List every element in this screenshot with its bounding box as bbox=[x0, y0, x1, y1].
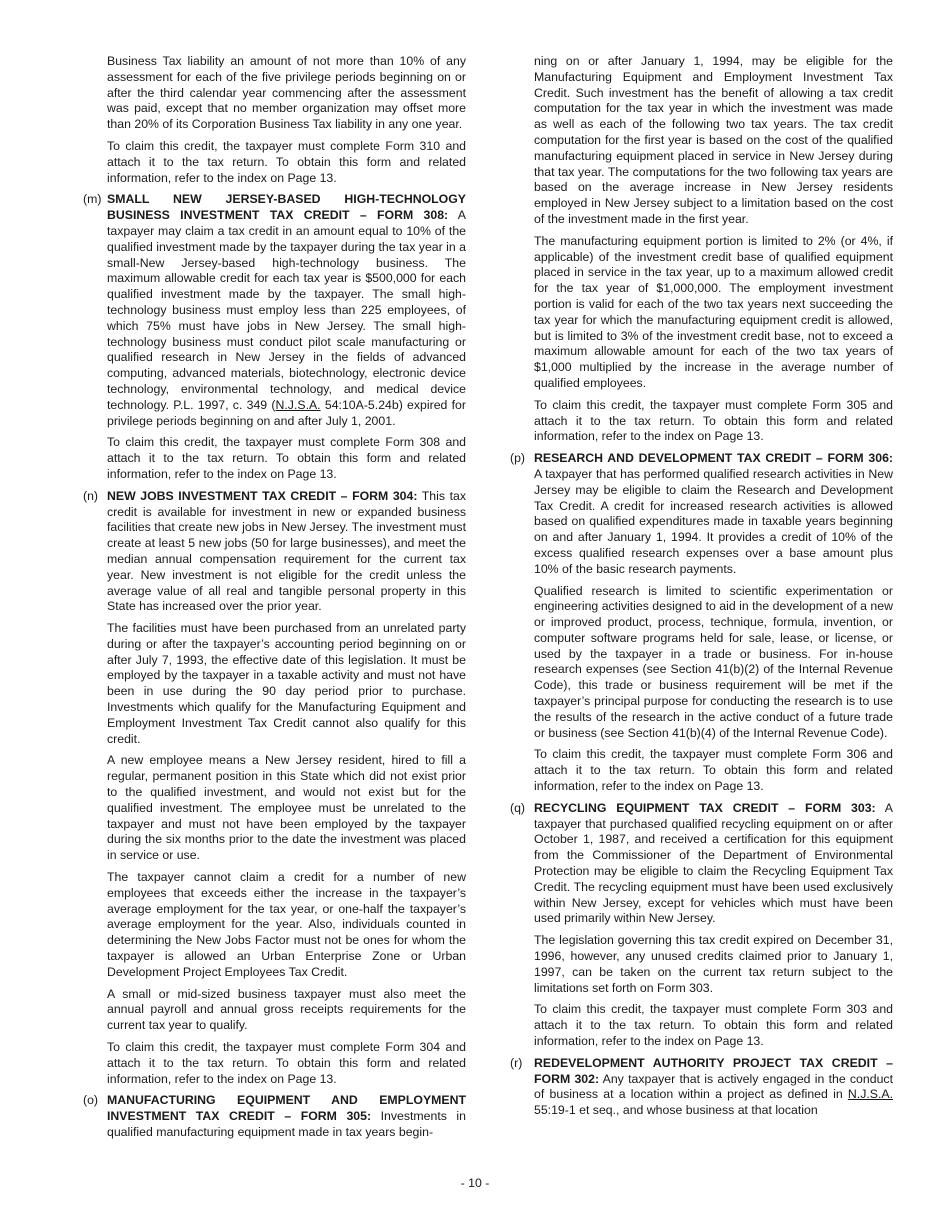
item-marker: (p) bbox=[510, 451, 526, 466]
item-marker: (m) bbox=[83, 192, 102, 207]
paragraph: Business Tax liability an amount of not more than 10% of any assessment for each of the five privilege periods beginning on or after the third calendar year commencing after the assessment was paid, except that no member organization may offset more than 20% of its Corporation Business Tax liability in any one year. bbox=[107, 54, 466, 132]
item-marker: (o) bbox=[83, 1093, 99, 1108]
paragraph: A new employee means a New Jersey resident, hired to fill a regular, permanent position in this State which did not exist prior to the qualified investment, and would not exist but for the qualified investment. The employee must be unrelated to the taxpayer and must not have been employed by the taxpayer during the six months prior to the date the investment was placed in service or use. bbox=[107, 753, 466, 863]
paragraph: ning on or after January 1, 1994, may be eligible for the Manufacturing Equipment and Employment Investment Tax Credit. Such investment has the benefit of allowing a tax credit computation for the tax year in which the investment was made as well as each of the following two tax years. The tax credit computation for the first year is based on the cost of the qualified manufacturing equipment placed in service in New Jersey during that tax year. The computations for the two following tax years are based on the average increase in New Jersey residents employed in New Jersey subject to a limitation based on the cost of the investment made in the first year. bbox=[534, 54, 893, 226]
paragraph bbox=[83, 192, 467, 429]
paragraph: To claim this credit, the taxpayer must complete Form 303 and attach it to the tax return. To obtain this form and related information, refer to the index on Page 13. bbox=[534, 1002, 893, 1049]
paragraph: To claim this credit, the taxpayer must complete Form 308 and attach it to the tax return. To obtain this form and related information, refer to the index on Page 13. bbox=[107, 435, 466, 481]
item-heading: MANUFACTURING EQUIPMENT AND EMPLOYMENT INVESTMENT TAX CREDIT – FORM 305: bbox=[107, 1093, 466, 1124]
item-body: Investments in qualified manufacturing equipment made in tax years begin- bbox=[107, 1109, 467, 1139]
item-body: This tax credit is available for investment in new or expanded business facilities that create new jobs in New Jersey. The investment must create at least 5 new jobs (50 for large businesses), and meet the median annual compensation requirement for the current tax year. New investment is not eligible for the credit unless the average value of all real and tangible personal property in this State has increased over the prior year. bbox=[107, 488, 466, 614]
item-body: A taxpayer may claim a tax credit in an amount equal to 10% of the qualified investment made by the taxpayer during the tax year in a small-New Jersey-based high-technology business. The maximum allowable credit for each tax year is $500,000 for each qualified investment made by the taxpayer. The small high-technology business must employ less than 225 employees, of which 75% must have jobs in New Jersey. The small high-technology business must conduct pilot scale manufacturing or qualified research in New Jersey in the fields of advanced computing, advanced materials, biotechnology, electronic device technology, environmental technology, and medical device technology. P.L. 1997, c. 349 ( bbox=[107, 208, 467, 412]
paragraph: To claim this credit, the taxpayer must complete Form 310 and attach it to the tax return. To obtain this form and related information, refer to the index on Page 13. bbox=[107, 138, 466, 185]
left-column bbox=[83, 54, 467, 1147]
paragraph bbox=[83, 1093, 467, 1140]
item-marker: (r) bbox=[510, 1055, 523, 1070]
item-marker: (q) bbox=[510, 800, 526, 815]
right-column bbox=[510, 54, 893, 1125]
item-marker: (n) bbox=[83, 488, 99, 503]
item-r bbox=[510, 1055, 893, 1119]
paragraph: The facilities must have been purchased from an unrelated party during or after the taxpayer’s accounting period beginning on or after July 7, 1993, the effective date of this legislation. It must be employed by the taxpayer in a taxable activity and must not have been in use during the 90 day period prior to purchase. Investments which qualify for the Manufacturing Equipment and Employment Investment Tax Credit cannot also qualify for this credit. bbox=[107, 621, 466, 746]
item-heading: RECYCLING EQUIPMENT TAX CREDIT – FORM 303: bbox=[534, 800, 876, 815]
page-number: - 10 - bbox=[460, 1176, 490, 1190]
paragraph: A small or mid-sized business taxpayer must also meet the annual payroll and annual gross receipts requirements for the current tax year to qualify. bbox=[107, 986, 466, 1033]
item-m bbox=[83, 192, 467, 482]
item-heading: SMALL NEW JERSEY-BASED HIGH-TECHNOLOGY BUSINESS INVESTMENT TAX CREDIT – FORM 308: bbox=[107, 192, 466, 223]
item-heading: NEW JOBS INVESTMENT TAX CREDIT – FORM 304: bbox=[107, 488, 418, 503]
paragraph: To claim this credit, the taxpayer must complete Form 305 and attach it to the tax return. To obtain this form and related information, refer to the index on Page 13. bbox=[534, 397, 893, 444]
item-body: 55:19-1 et seq., and whose business at that location bbox=[534, 1103, 818, 1118]
item-heading: RESEARCH AND DEVELOPMENT TAX CREDIT – FORM 306: bbox=[534, 451, 893, 466]
paragraph: Qualified research is limited to scientific experimentation or engineering activities designed to aid in the development of a new or improved product, process, technique, formula, invention, or computer software programs held for sale, lease, or license, or used by the taxpayer in a trade or business. For in-house research expenses (see Section 41(b)(2) of the Internal Revenue Code), this trade or business requirement will be met if the taxpayer’s principal purpose for conducting the research is to use the results of the research in the active conduct of a future trade or business (see Section 41(b)(4) of the Internal Revenue Code). bbox=[534, 583, 893, 740]
item-body: A taxpayer that purchased qualified recycling equipment on or after October 1, 1987, and received a certification for this equipment from the Commissioner of the Department of Environmental Protection may be eligible to claim the Recycling Equipment Tax Credit. The recycling equipment must have been used exclusively within New Jersey, except for vehicles which must have been used primarily within New Jersey. bbox=[534, 800, 893, 926]
item-p bbox=[510, 451, 893, 795]
item-q bbox=[510, 800, 893, 1050]
statute-reference: N.J.S.A. bbox=[275, 397, 321, 412]
paragraph bbox=[510, 800, 893, 927]
item-body: 54:10A-5.24b) expired for privilege periods beginning on and after July 1, 2001. bbox=[107, 397, 466, 428]
statute-reference: N.J.S.A. bbox=[847, 1087, 893, 1102]
item-body: A taxpayer that has performed qualified research activities in New Jersey may be eligible to claim the Research and Development Tax Credit. A credit for increased research activities is allowed based on qualified expenditures made in taxable years beginning on and after January 1, 1994. It provides a credit of 10% of the excess qualified research expenses over a base amount plus 10% of the basic research payments. bbox=[534, 466, 893, 576]
paragraph bbox=[83, 488, 466, 615]
paragraph: The taxpayer cannot claim a credit for a number of new employees that exceeds either the increase in the taxpayer’s average employment for the tax year, or one-half the taxpayer’s average employment for the year. Also, individuals counted in determining the New Jobs Factor must not be ones for whom the taxpayer is allowed an Urban Enterprise Zone or Urban Development Project Employees Tax Credit. bbox=[107, 870, 466, 979]
item-heading: REDEVELOPMENT AUTHORITY PROJECT TAX CREDIT – FORM 302: bbox=[534, 1055, 893, 1086]
paragraph: The legislation governing this tax credit expired on December 31, 1996, however, any unused credits claimed prior to January 1, 1997, can be taken on the current tax return subject to the limitations set forth on Form 303. bbox=[534, 933, 893, 995]
paragraph bbox=[510, 1055, 893, 1119]
paragraph bbox=[510, 451, 893, 577]
item-o bbox=[83, 1093, 467, 1140]
paragraph: To claim this credit, the taxpayer must complete Form 306 and attach it to the tax return. To obtain this form and related information, refer to the index on Page 13. bbox=[534, 747, 893, 794]
item-n bbox=[83, 488, 466, 1088]
item-body: Any taxpayer that is actively engaged in the conduct of business at a location within a project as defined in bbox=[534, 1071, 893, 1102]
paragraph: The manufacturing equipment portion is limited to 2% (or 4%, if applicable) of the investment credit base of qualified equipment placed in service in the tax year, up to a maximum allowed credit for the tax year of $1,000,000. The employment investment portion is valid for each of the two tax years next succeeding the tax year for which the manufacturing equipment credit is allowed, but is limited to 3% of the investment credit base, not to exceed a maximum allowable amount for each of the two tax years of $1,000 multiplied by the increase in the average number of qualified employees. bbox=[534, 233, 893, 390]
paragraph: To claim this credit, the taxpayer must complete Form 304 and attach it to the tax return. To obtain this form and related information, refer to the index on Page 13. bbox=[107, 1040, 466, 1086]
